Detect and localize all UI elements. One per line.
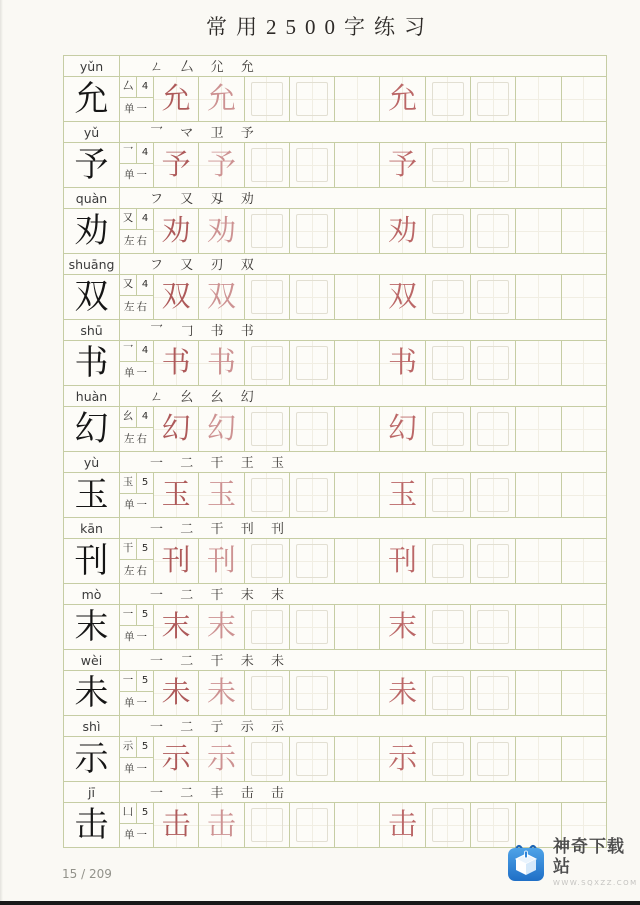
example-character-cell: 幻 [199, 407, 244, 452]
watermark-site-name: 神奇下载站 [553, 837, 625, 876]
practice-cell [426, 143, 471, 188]
practice-cell [426, 407, 471, 452]
radical-label: 一 [120, 605, 137, 626]
practice-cell [516, 407, 561, 452]
trace-guide-box [296, 742, 328, 776]
trace-guide-box [251, 610, 283, 644]
character-block [64, 716, 607, 782]
example-character-cell: 予 [380, 143, 425, 188]
practice-cell [516, 605, 561, 650]
trace-guide-box [477, 544, 509, 578]
character-block [64, 452, 607, 518]
stroke-count: 5 [137, 803, 154, 824]
trace-guide-box [251, 544, 283, 578]
trace-guide-box [432, 346, 464, 380]
example-character-cell: 幻 [154, 407, 199, 452]
trace-guide-box [477, 280, 509, 314]
example-character-cell: 击 [154, 803, 199, 848]
stroke-order-sequence: 一 二 干 王 玉 [120, 452, 607, 473]
example-character-cell: 未 [380, 671, 425, 716]
practice-cell [426, 803, 471, 848]
character-block [64, 320, 607, 386]
trace-guide-box [251, 148, 283, 182]
practice-cell [426, 209, 471, 254]
practice-cell [562, 473, 607, 518]
practice-cell [245, 143, 290, 188]
practice-cell [516, 275, 561, 320]
example-character-cell: 未 [199, 671, 244, 716]
practice-cell [335, 275, 380, 320]
practice-cells [154, 341, 607, 386]
trace-guide-box [432, 478, 464, 512]
stroke-order-sequence: ㄥ 幺 幺 幻 [120, 386, 607, 407]
practice-cell [471, 539, 516, 584]
character-info-box [120, 209, 154, 254]
page-edge-shadow [0, 0, 3, 905]
practice-cells [154, 209, 607, 254]
model-character: 劝 [64, 209, 120, 254]
example-character-cell: 示 [154, 737, 199, 782]
structure-label: 单一 [120, 362, 154, 386]
radical-label: 厶 [120, 77, 137, 98]
pinyin-label: shū [64, 320, 120, 341]
practice-cell [516, 473, 561, 518]
trace-guide-box [432, 280, 464, 314]
trace-guide-box [432, 412, 464, 446]
practice-cell [245, 407, 290, 452]
example-character-cell: 示 [199, 737, 244, 782]
character-info-box [120, 803, 154, 848]
trace-guide-box [251, 478, 283, 512]
example-character-cell: 末 [199, 605, 244, 650]
practice-cell [290, 407, 335, 452]
practice-cell [335, 539, 380, 584]
stroke-count: 5 [137, 605, 154, 626]
practice-cell [471, 473, 516, 518]
practice-cell [335, 209, 380, 254]
radical-label: 一 [120, 671, 137, 692]
trace-guide-box [296, 676, 328, 710]
example-character-cell: 允 [199, 77, 244, 122]
trace-guide-box [251, 808, 283, 842]
stroke-count: 4 [137, 77, 154, 98]
stroke-order-sequence: 乛 𠃌 书 书 [120, 320, 607, 341]
practice-cell [471, 605, 516, 650]
practice-cell [290, 803, 335, 848]
stroke-count: 4 [137, 143, 154, 164]
practice-cell [471, 143, 516, 188]
trace-guide-box [432, 610, 464, 644]
practice-cell [471, 737, 516, 782]
character-practice-grid [63, 55, 607, 848]
practice-cell [516, 539, 561, 584]
window-bottom-edge [0, 901, 640, 905]
stroke-order-sequence: 一 二 干 末 末 [120, 584, 607, 605]
stroke-order-sequence: フ 又 刄 劝 [120, 188, 607, 209]
practice-cell [245, 803, 290, 848]
practice-cell [471, 341, 516, 386]
stroke-count: 4 [137, 341, 154, 362]
practice-cells [154, 275, 607, 320]
example-character-cell: 击 [199, 803, 244, 848]
trace-guide-box [477, 478, 509, 512]
trace-guide-box [432, 544, 464, 578]
practice-cell [426, 539, 471, 584]
practice-cell [471, 275, 516, 320]
trace-guide-box [251, 214, 283, 248]
practice-cells [154, 77, 607, 122]
practice-cell [290, 605, 335, 650]
practice-cells [154, 539, 607, 584]
trace-guide-box [296, 214, 328, 248]
stroke-count: 4 [137, 209, 154, 230]
stroke-order-sequence: フ 又 刃 双 [120, 254, 607, 275]
practice-cell [245, 275, 290, 320]
stroke-count: 5 [137, 473, 154, 494]
stroke-count: 4 [137, 275, 154, 296]
example-character-cell: 末 [154, 605, 199, 650]
character-info-box [120, 77, 154, 122]
character-block [64, 386, 607, 452]
structure-label: 单一 [120, 758, 154, 782]
pinyin-label: yǔ [64, 122, 120, 143]
practice-cell [562, 77, 607, 122]
example-character-cell: 劝 [380, 209, 425, 254]
example-character-cell: 示 [380, 737, 425, 782]
character-block [64, 584, 607, 650]
pinyin-label: jī [64, 782, 120, 803]
download-site-logo-icon [506, 842, 546, 882]
trace-guide-box [432, 82, 464, 116]
structure-label: 左右 [120, 560, 154, 584]
structure-label: 单一 [120, 626, 154, 650]
page-title: 常用2500字练习 [206, 15, 434, 39]
practice-cells [154, 737, 607, 782]
trace-guide-box [432, 808, 464, 842]
trace-guide-box [477, 742, 509, 776]
practice-cells [154, 671, 607, 716]
pinyin-label: shì [64, 716, 120, 737]
practice-cell [245, 77, 290, 122]
watermark [506, 837, 640, 887]
trace-guide-box [296, 280, 328, 314]
trace-guide-box [477, 676, 509, 710]
practice-cell [335, 605, 380, 650]
practice-cell [516, 341, 561, 386]
character-info-box [120, 671, 154, 716]
character-info-box [120, 407, 154, 452]
practice-cell [245, 605, 290, 650]
structure-label: 左右 [120, 296, 154, 320]
example-character-cell: 刊 [199, 539, 244, 584]
trace-guide-box [477, 148, 509, 182]
trace-guide-box [477, 610, 509, 644]
trace-guide-box [432, 742, 464, 776]
practice-cell [516, 77, 561, 122]
stroke-order-sequence: 一 二 丰 击 击 [120, 782, 607, 803]
practice-cells [154, 407, 607, 452]
model-character: 双 [64, 275, 120, 320]
practice-cell [562, 209, 607, 254]
pinyin-label: kān [64, 518, 120, 539]
example-character-cell: 双 [380, 275, 425, 320]
practice-cell [245, 341, 290, 386]
example-character-cell: 幻 [380, 407, 425, 452]
practice-cell [245, 737, 290, 782]
practice-cell [245, 473, 290, 518]
pinyin-label: mò [64, 584, 120, 605]
model-character: 示 [64, 737, 120, 782]
practice-cell [471, 671, 516, 716]
character-block [64, 56, 607, 122]
practice-cell [562, 539, 607, 584]
practice-cells [154, 605, 607, 650]
practice-cell [335, 407, 380, 452]
character-info-box [120, 605, 154, 650]
page-number: 15 / 209 [62, 867, 112, 881]
practice-cell [426, 275, 471, 320]
practice-cell [335, 341, 380, 386]
structure-label: 单一 [120, 824, 154, 848]
radical-label: 干 [120, 539, 137, 560]
example-character-cell: 双 [199, 275, 244, 320]
practice-cell [290, 209, 335, 254]
pinyin-label: huàn [64, 386, 120, 407]
watermark-site-url: WWW.SQXZZ.COM [553, 879, 638, 887]
practice-cell [245, 209, 290, 254]
practice-cell [562, 143, 607, 188]
structure-label: 左右 [120, 230, 154, 254]
practice-cell [290, 671, 335, 716]
example-character-cell: 允 [154, 77, 199, 122]
radical-label: 幺 [120, 407, 137, 428]
character-info-box [120, 737, 154, 782]
radical-label: 凵 [120, 803, 137, 824]
example-character-cell: 双 [154, 275, 199, 320]
practice-cell [290, 143, 335, 188]
pinyin-label: wèi [64, 650, 120, 671]
trace-guide-box [477, 346, 509, 380]
practice-cell [516, 209, 561, 254]
trace-guide-box [296, 412, 328, 446]
radical-label: 又 [120, 275, 137, 296]
model-character: 书 [64, 341, 120, 386]
structure-label: 单一 [120, 98, 154, 122]
practice-cell [335, 803, 380, 848]
practice-cell [562, 341, 607, 386]
practice-cells [154, 143, 607, 188]
example-character-cell: 刊 [154, 539, 199, 584]
practice-cell [516, 737, 561, 782]
character-info-box [120, 275, 154, 320]
practice-cell [562, 605, 607, 650]
practice-cell [290, 539, 335, 584]
trace-guide-box [432, 148, 464, 182]
stroke-count: 5 [137, 737, 154, 758]
trace-guide-box [296, 148, 328, 182]
character-block [64, 650, 607, 716]
practice-cell [426, 737, 471, 782]
trace-guide-box [477, 82, 509, 116]
radical-label: 又 [120, 209, 137, 230]
pinyin-label: yù [64, 452, 120, 473]
example-character-cell: 予 [199, 143, 244, 188]
trace-guide-box [296, 346, 328, 380]
practice-cell [426, 605, 471, 650]
practice-cell [335, 671, 380, 716]
trace-guide-box [251, 280, 283, 314]
model-character: 幻 [64, 407, 120, 452]
model-character: 予 [64, 143, 120, 188]
practice-cells [154, 473, 607, 518]
pinyin-label: yǔn [64, 56, 120, 77]
stroke-count: 5 [137, 539, 154, 560]
character-block [64, 254, 607, 320]
practice-cell [562, 671, 607, 716]
practice-cell [471, 407, 516, 452]
practice-cell [471, 209, 516, 254]
practice-cell [290, 77, 335, 122]
trace-guide-box [477, 808, 509, 842]
structure-label: 单一 [120, 692, 154, 716]
character-info-box [120, 143, 154, 188]
example-character-cell: 劝 [199, 209, 244, 254]
trace-guide-box [251, 346, 283, 380]
stroke-order-sequence: ㄥ 厶 尣 允 [120, 56, 607, 77]
model-character: 末 [64, 605, 120, 650]
practice-cell [562, 737, 607, 782]
stroke-order-sequence: 一 二 亍 示 示 [120, 716, 607, 737]
example-character-cell: 书 [380, 341, 425, 386]
practice-cell [516, 671, 561, 716]
trace-guide-box [432, 676, 464, 710]
character-block [64, 188, 607, 254]
character-info-box [120, 473, 154, 518]
example-character-cell: 予 [154, 143, 199, 188]
example-character-cell: 刊 [380, 539, 425, 584]
stroke-order-sequence: 一 二 干 刊 刊 [120, 518, 607, 539]
example-character-cell: 玉 [380, 473, 425, 518]
example-character-cell: 未 [154, 671, 199, 716]
example-character-cell: 书 [154, 341, 199, 386]
character-block [64, 518, 607, 584]
trace-guide-box [296, 808, 328, 842]
practice-cell [335, 737, 380, 782]
practice-cell [245, 539, 290, 584]
stroke-count: 5 [137, 671, 154, 692]
practice-cell [471, 77, 516, 122]
radical-label: 乛 [120, 341, 137, 362]
practice-cell [290, 275, 335, 320]
trace-guide-box [296, 610, 328, 644]
radical-label: 乛 [120, 143, 137, 164]
trace-guide-box [477, 214, 509, 248]
example-character-cell: 劝 [154, 209, 199, 254]
radical-label: 示 [120, 737, 137, 758]
example-character-cell: 书 [199, 341, 244, 386]
structure-label: 单一 [120, 494, 154, 518]
trace-guide-box [251, 676, 283, 710]
model-character: 刊 [64, 539, 120, 584]
example-character-cell: 玉 [199, 473, 244, 518]
model-character: 允 [64, 77, 120, 122]
practice-cell [245, 671, 290, 716]
practice-cell [290, 473, 335, 518]
character-info-box [120, 341, 154, 386]
practice-cell [335, 473, 380, 518]
structure-label: 单一 [120, 164, 154, 188]
practice-cell [426, 473, 471, 518]
practice-cell [426, 77, 471, 122]
practice-cell [426, 671, 471, 716]
example-character-cell: 允 [380, 77, 425, 122]
pinyin-label: quàn [64, 188, 120, 209]
model-character: 击 [64, 803, 120, 848]
trace-guide-box [251, 82, 283, 116]
practice-cell [335, 77, 380, 122]
trace-guide-box [251, 742, 283, 776]
trace-guide-box [296, 478, 328, 512]
stroke-count: 4 [137, 407, 154, 428]
practice-cell [562, 407, 607, 452]
practice-cell [290, 737, 335, 782]
model-character: 未 [64, 671, 120, 716]
practice-cell [426, 341, 471, 386]
practice-cell [516, 143, 561, 188]
character-block [64, 122, 607, 188]
trace-guide-box [296, 82, 328, 116]
model-character: 玉 [64, 473, 120, 518]
stroke-order-sequence: 乛 マ 卫 予 [120, 122, 607, 143]
radical-label: 玉 [120, 473, 137, 494]
trace-guide-box [432, 214, 464, 248]
example-character-cell: 击 [380, 803, 425, 848]
practice-cell [335, 143, 380, 188]
stroke-order-sequence: 一 二 干 未 未 [120, 650, 607, 671]
example-character-cell: 玉 [154, 473, 199, 518]
structure-label: 左右 [120, 428, 154, 452]
character-info-box [120, 539, 154, 584]
trace-guide-box [477, 412, 509, 446]
pinyin-label: shuāng [64, 254, 120, 275]
practice-cell [290, 341, 335, 386]
practice-cell [562, 275, 607, 320]
example-character-cell: 末 [380, 605, 425, 650]
trace-guide-box [296, 544, 328, 578]
trace-guide-box [251, 412, 283, 446]
